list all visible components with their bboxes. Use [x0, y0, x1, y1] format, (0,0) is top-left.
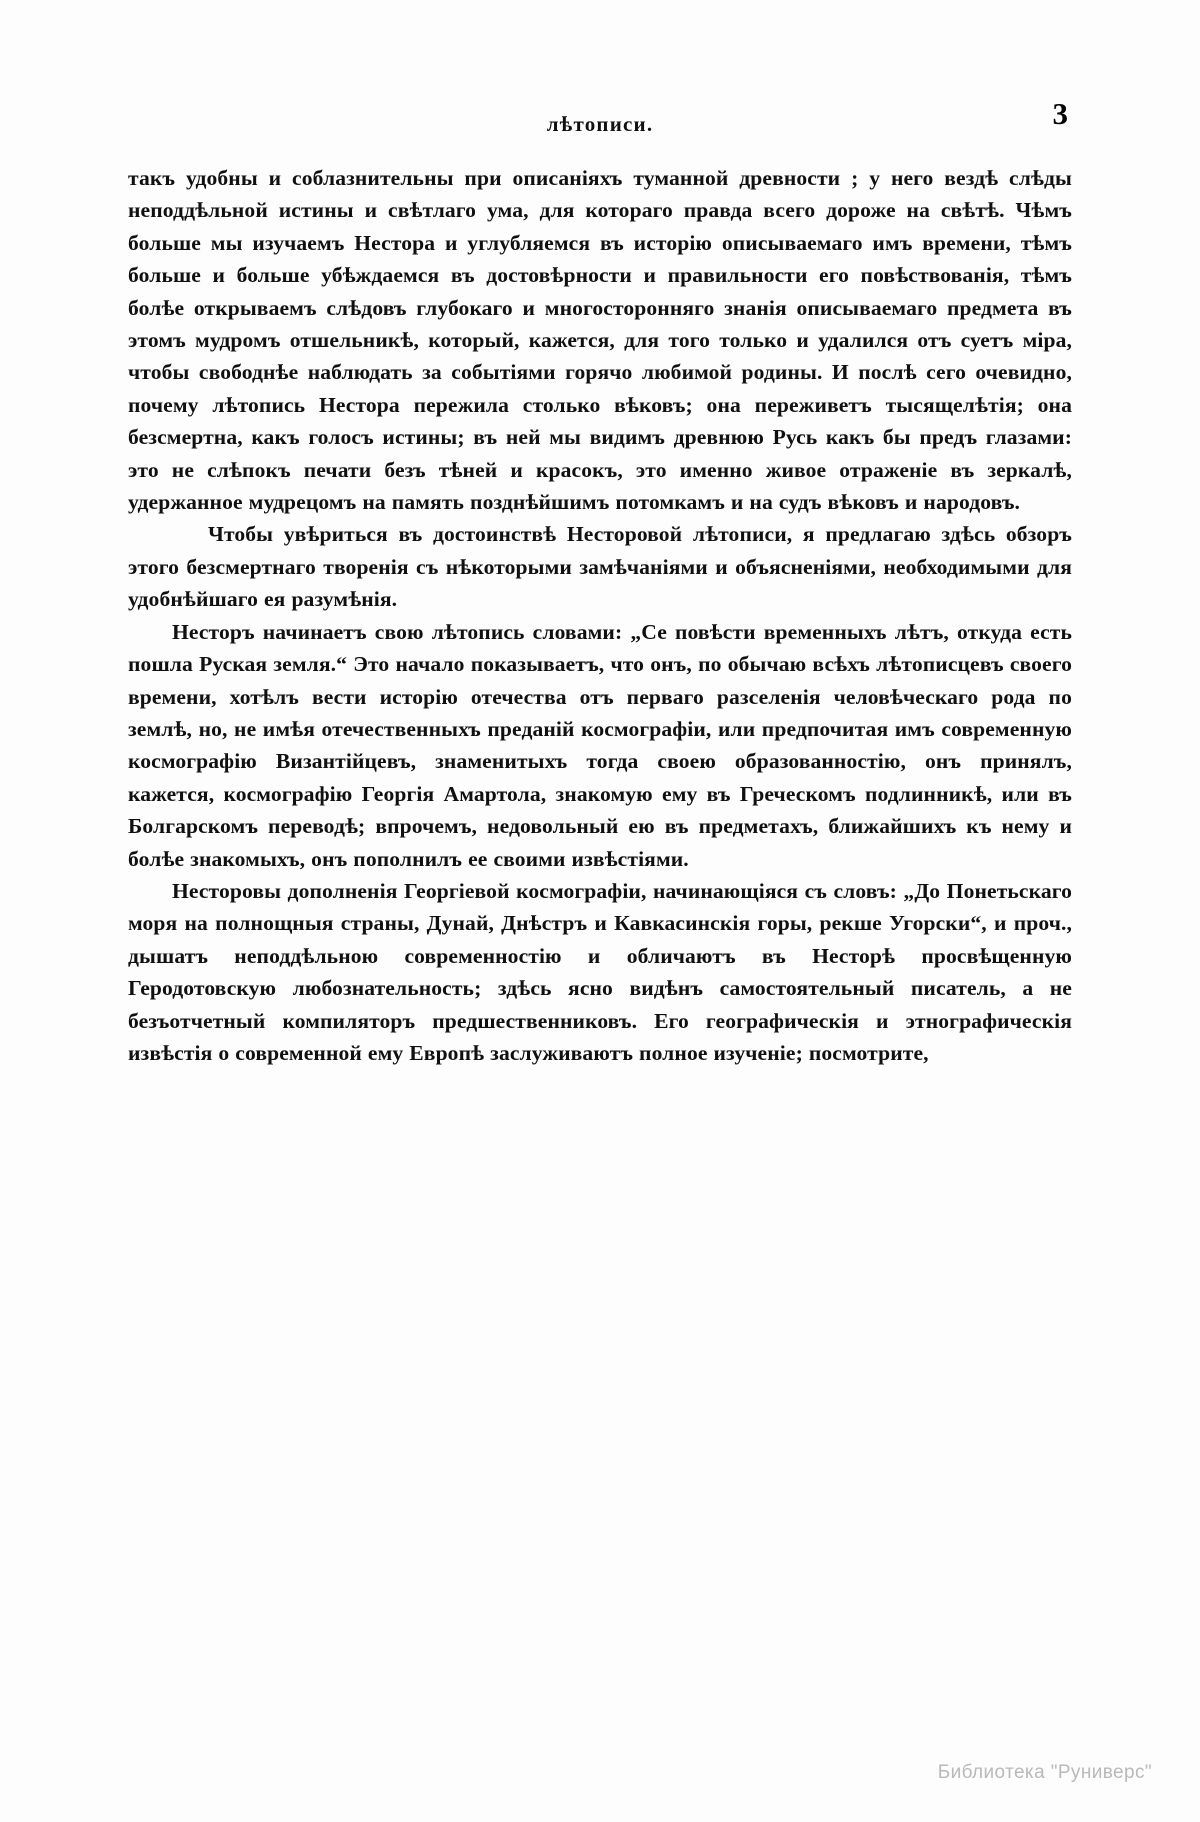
page-number: 3 [1052, 96, 1068, 131]
paragraph-1: такъ удобны и соблазнительны при описаніяхъ туманной древности ; у него вездѣ слѣды неподдѣльной истины и свѣтлаго ума, для котораго правда всего дороже на свѣтѣ. Чѣмъ больше мы изучаемъ Нестора и углубляемся въ исторію описываемаго имъ времени, тѣмъ больше и больше убѣждаемся въ достовѣрности и правильности его повѣствованія, тѣмъ болѣе открываемъ слѣдовъ глубокаго и многосторонняго знанія описываемаго предмета въ этомъ мудромъ отшельникѣ, который, кажется, для того только и удалился отъ суетъ міра, чтобы свободнѣе наблюдать за событіями горячо любимой родины. И послѣ сего очевидно, почему лѣтопись Нестора пережила столько вѣковъ; она переживетъ тысящелѣтія; она безсмертна, какъ голосъ истины; въ ней мы видимъ древнюю Русь какъ бы предъ глазами: это не слѣпокъ печати безъ тѣней и красокъ, это именно живое отраженіе въ зеркалѣ, удержанное мудрецомъ на память позднѣйшимъ потомкамъ и на судъ вѣковъ и народовъ. [128, 166, 1072, 515]
library-watermark: Библиотека "Руниверс" [937, 1762, 1152, 1783]
page-content [128, 96, 1072, 1069]
paragraph-3: Несторъ начинаетъ свою лѣтопись словами: „Се повѣсти временныхъ лѣтъ, откуда есть пошла Руская земля.“ Это начало показываетъ, что онъ, по обычаю всѣхъ лѣтописцевъ своего времени, хотѣлъ вести исторію отечества отъ перваго разселенія человѣческаго рода по землѣ, но, не имѣя отечественныхъ преданій космографіи, или предпочитая имъ современную космографію Византійцевъ, знаменитыхъ тогда своею образованностію, онъ принялъ, кажется, космографію Георгія Амартола, знакомую ему въ Греческомъ подлинникѣ, или въ Болгарскомъ переводѣ; впрочемъ, недовольный ею въ предметахъ, ближайшихъ къ нему и болѣе знакомыхъ, онъ пополнилъ ее своими извѣстіями. [128, 619, 1072, 871]
page-header [128, 96, 1072, 148]
paragraph-2: Чтобы увѣриться въ достоинствѣ Несторовой лѣтописи, я предлагаю здѣсь обзоръ этого безсмертнаго творенія съ нѣкоторыми замѣчаніями и объясненіями, необходимыми для удобнѣйшаго ея разумѣнія. [128, 522, 1072, 612]
body-text [128, 162, 1072, 1069]
paragraph-4: Несторовы дополненія Георгіевой космографіи, начинающіяся съ словъ: „До Понетьскаго моря на полнощныя страны, Дунай, Днѣстръ и Кавкасинскія горы, рекше Угорски“, и проч., дышатъ неподдѣльною современностію и обличаютъ въ Несторѣ просвѣщенную Геродотовскую любознательность; здѣсь ясно видѣнъ самостоятельный писатель, а не безъотчетный компиляторъ предшественниковъ. Его географическія и этнографическія извѣстія о современной ему Европѣ заслуживаютъ полное изученіе; посмотрите, [128, 878, 1072, 1065]
running-head: лѣтописи. [546, 112, 654, 136]
